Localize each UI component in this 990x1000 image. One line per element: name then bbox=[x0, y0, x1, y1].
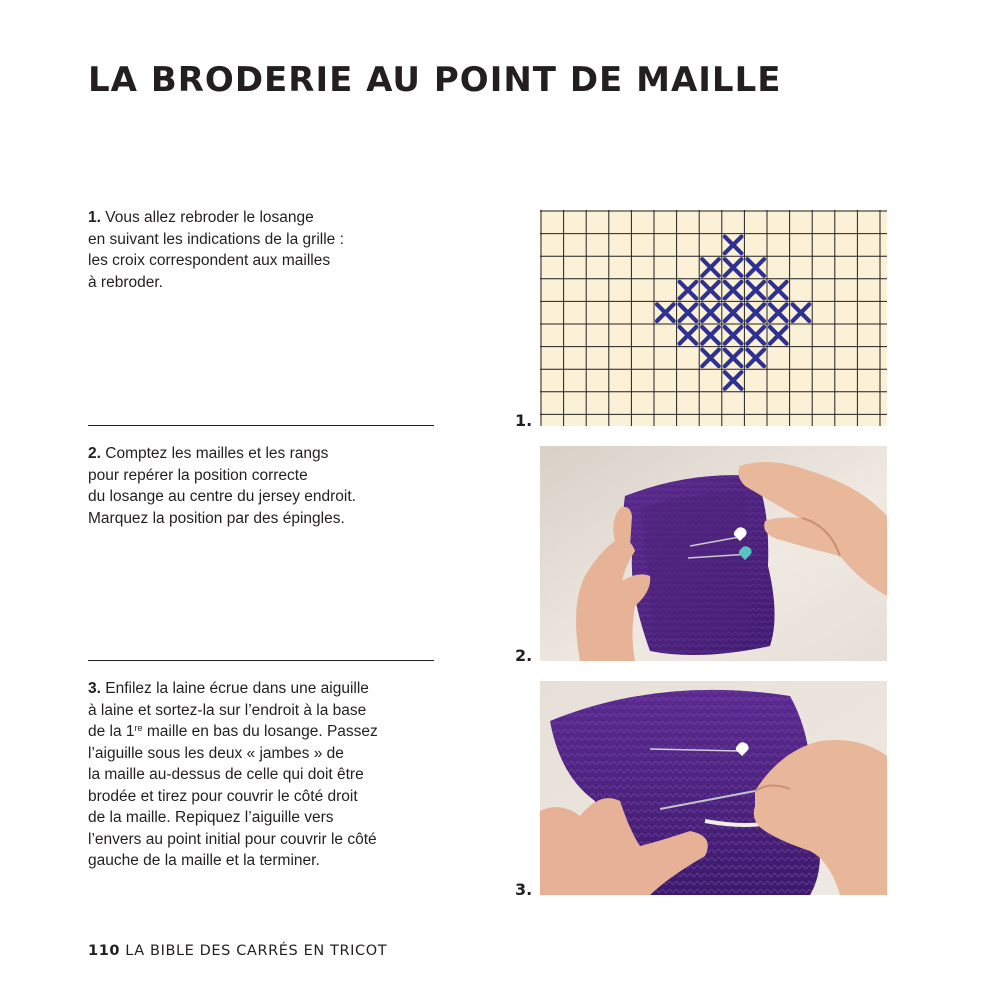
step-2-line: pour repérer la position correcte bbox=[88, 466, 308, 484]
step-3-line: l’envers au point initial pour couvrir le côté bbox=[88, 830, 377, 848]
photo-embroidering bbox=[540, 681, 887, 895]
divider bbox=[88, 425, 434, 426]
step-3-line: de la 1 bbox=[88, 723, 135, 740]
divider bbox=[88, 660, 434, 661]
page-footer bbox=[88, 943, 387, 959]
step-1-line: à rebroder. bbox=[88, 273, 163, 291]
figure-3-label: 3. bbox=[515, 880, 533, 899]
step-3-line: maille en bas du losange. Passez bbox=[142, 723, 378, 740]
step-2-line: Marquez la position par des épingles. bbox=[88, 509, 345, 527]
photo-illustration bbox=[540, 681, 887, 895]
diamond-chart bbox=[540, 210, 887, 426]
book-title: LA BIBLE DES CARRÉS EN TRICOT bbox=[125, 943, 388, 959]
step-3-line: l’aiguille sous les deux « jambes » de bbox=[88, 744, 344, 762]
step-1-line: les croix correspondent aux mailles bbox=[88, 252, 331, 269]
page-number: 110 bbox=[88, 943, 121, 959]
figure-1-label: 1. bbox=[515, 411, 533, 430]
step-1-line: en suivant les indications de la grille : bbox=[88, 230, 344, 248]
step-2-text bbox=[88, 443, 438, 529]
grid-svg bbox=[540, 210, 887, 426]
step-3-line: Enfilez la laine écrue dans une aiguille bbox=[105, 680, 369, 697]
figure-2-label: 2. bbox=[515, 646, 533, 665]
step-1-text bbox=[88, 207, 438, 293]
step-3-line: de la maille. Repiquez l’aiguille vers bbox=[88, 809, 334, 826]
step-1-number: 1. bbox=[88, 209, 101, 226]
step-3-line: la maille au-dessus de celle qui doit être bbox=[88, 766, 364, 783]
step-3-line: gauche de la maille et la terminer. bbox=[88, 852, 320, 869]
step-2-line: du losange au centre du jersey endroit. bbox=[88, 488, 356, 505]
step-1-line: Vous allez rebroder le losange bbox=[105, 209, 314, 226]
step-2-line: Comptez les mailles et les rangs bbox=[105, 445, 329, 462]
step-3-number: 3. bbox=[88, 680, 101, 697]
photo-illustration bbox=[540, 446, 887, 661]
step-2-number: 2. bbox=[88, 445, 101, 462]
page-title: LA BRODERIE AU POINT DE MAILLE bbox=[88, 60, 782, 100]
step-3-text bbox=[88, 678, 438, 872]
photo-pinned-square bbox=[540, 446, 887, 661]
ordinal-superscript: re bbox=[134, 723, 143, 733]
step-3-line: à laine et sortez-la sur l’endroit à la base bbox=[88, 701, 367, 719]
step-3-line: brodée et tirez pour couvrir le côté droit bbox=[88, 787, 358, 805]
